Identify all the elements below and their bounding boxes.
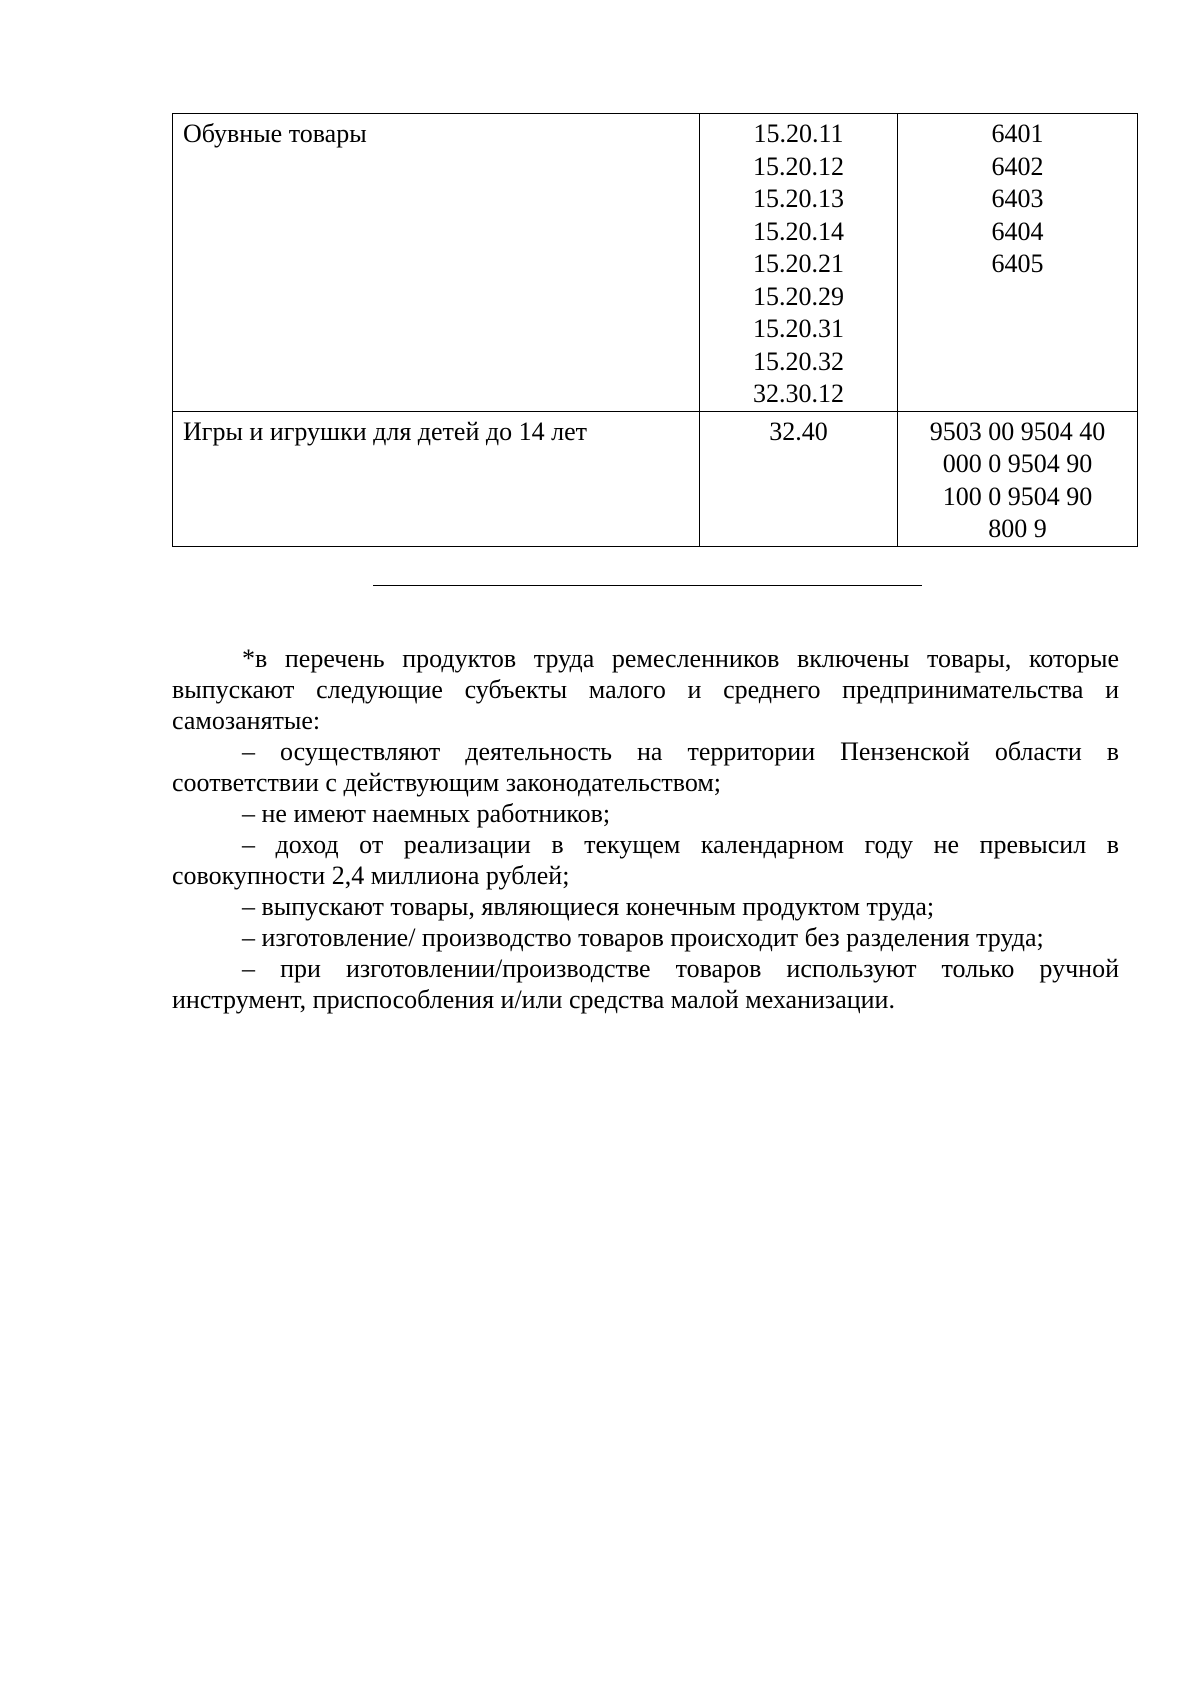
goods-name-cell (173, 411, 700, 546)
footnote-item: – при изготовлении/производстве товаров используют только ручной инструмент, приспособления и/или средства малой механизации. (172, 954, 1119, 1014)
okpd-code: 15.20.12 (753, 151, 844, 181)
goods-table (172, 113, 1138, 547)
goods-name: Обувные товары (183, 119, 367, 148)
okpd-code: 15.20.13 (753, 184, 844, 213)
tnved-codes-cell (898, 411, 1138, 546)
footnote (172, 643, 1119, 1015)
tnved-code: 6405 (991, 249, 1044, 278)
tnved-code: 100 0 9504 90 (942, 481, 1093, 511)
okpd-code: 15.20.31 (753, 314, 844, 343)
tnved-code: 6404 (991, 216, 1044, 246)
tnved-code: 6403 (991, 184, 1044, 213)
okpd-code: 15.20.32 (753, 346, 844, 376)
table-row (173, 411, 1138, 546)
footnote-item: – осуществляют деятельность на территории Пензенской области в соответствии с действующим законодательством; (172, 737, 1119, 797)
tnved-code: 9503 00 9504 40 (929, 416, 1106, 446)
okpd-code: 15.20.29 (753, 281, 844, 311)
okpd-code: 32.30.12 (753, 379, 844, 408)
tnved-code: 6401 (991, 119, 1044, 148)
okpd-code: 15.20.11 (753, 119, 844, 148)
footnote-item: – выпускают товары, являющиеся конечным продуктом труда; (242, 892, 935, 921)
okpd-codes-cell (700, 411, 898, 546)
tnved-code: 000 0 9504 90 (942, 449, 1093, 478)
footnote-item: – изготовление/ производство товаров происходит без разделения труда; (242, 923, 1044, 952)
goods-name-cell (173, 114, 700, 412)
table-row (173, 114, 1138, 412)
section-divider (373, 585, 922, 586)
footnote-item: – не имеют наемных работников; (242, 799, 611, 828)
tnved-code: 800 9 (988, 514, 1047, 543)
footnote-item: – доход от реализации в текущем календарном году не превысил в совокупности 2,4 миллиона рублей; (172, 830, 1119, 890)
okpd-code: 15.20.21 (753, 249, 844, 278)
footnote-intro: *в перечень продуктов труда ремесленников включены товары, которые выпускают следующие субъекты малого и среднего предпринимательства и самозанятые: (172, 644, 1119, 735)
okpd-codes-cell (700, 114, 898, 412)
goods-name: Игры и игрушки для детей до 14 лет (183, 416, 587, 446)
tnved-codes-cell (898, 114, 1138, 412)
tnved-code: 6402 (991, 151, 1044, 181)
okpd-code: 15.20.14 (753, 216, 844, 246)
okpd-code: 32.40 (769, 416, 828, 446)
